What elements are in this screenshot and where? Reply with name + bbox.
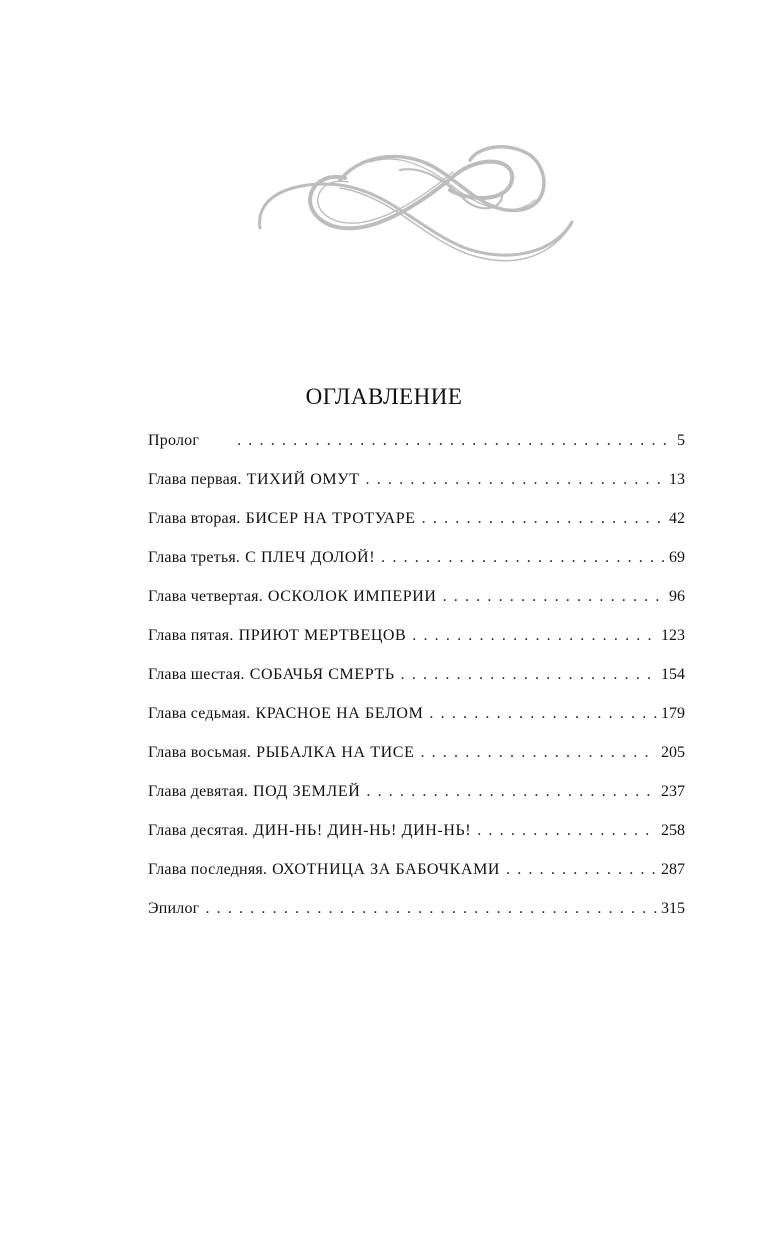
flourish-ornament-icon — [250, 140, 580, 275]
toc-entry-title: ТИХИЙ ОМУТ — [246, 471, 360, 488]
toc-entry-prefix: Глава первая. — [148, 471, 242, 488]
toc-entry-title: С ПЛЕЧ ДОЛОЙ! — [245, 549, 376, 566]
toc-entry-title: ОХОТНИЦА ЗА БАБОЧКАМИ — [272, 861, 501, 878]
table-of-contents — [148, 432, 685, 939]
toc-page-number: 287 — [661, 861, 685, 878]
toc-entry-prefix: Глава четвертая. — [148, 588, 263, 605]
toc-entry-prefix: Глава седьмая. — [148, 705, 251, 722]
toc-entry-title: РЫБАЛКА НА ТИСЕ — [256, 744, 415, 761]
toc-page-number: 13 — [669, 471, 685, 488]
toc-page-number: 315 — [661, 900, 685, 917]
toc-entry-title: ОСКОЛОК ИМПЕРИИ — [267, 588, 437, 605]
toc-entry-prefix: Эпилог — [148, 900, 200, 917]
toc-entry-title: ПРИЮТ МЕРТВЕЦОВ — [238, 627, 407, 644]
toc-page-number: 258 — [661, 822, 685, 839]
toc-page-number: 123 — [661, 627, 685, 644]
toc-dot-leader — [412, 627, 657, 645]
toc-dot-leader — [477, 822, 657, 840]
toc-entry-prefix: Глава десятая. — [148, 822, 249, 839]
toc-entry-prefix: Глава восьмая. — [148, 744, 252, 761]
toc-page-number: 205 — [661, 744, 685, 761]
toc-entry-prefix: Глава третья. — [148, 549, 241, 566]
toc-entry-title: КРАСНОЕ НА БЕЛОМ — [255, 705, 424, 722]
toc-entry-prefix: Глава шестая. — [148, 666, 245, 683]
toc-dot-leader — [237, 432, 673, 450]
toc-dot-leader — [401, 666, 657, 684]
toc-entry-chapter-10[interactable] — [148, 822, 685, 861]
toc-page-number: 42 — [669, 510, 685, 527]
toc-dot-leader — [420, 744, 657, 762]
toc-page-number: 5 — [677, 432, 685, 449]
toc-entry-chapter-last[interactable] — [148, 861, 685, 900]
toc-entry-chapter-5[interactable] — [148, 627, 685, 666]
toc-entry-prefix: Глава пятая. — [148, 627, 234, 644]
toc-dot-leader — [366, 471, 665, 489]
toc-entry-chapter-7[interactable] — [148, 705, 685, 744]
toc-entry-chapter-3[interactable] — [148, 549, 685, 588]
toc-dot-leader — [381, 549, 665, 567]
toc-page-number: 96 — [669, 588, 685, 605]
toc-page-number: 154 — [661, 666, 685, 683]
toc-entry-title: ДИН-НЬ! ДИН-НЬ! ДИН-НЬ! — [253, 822, 472, 839]
toc-entry-prefix: Глава вторая. — [148, 510, 241, 527]
toc-entry-title: СОБАЧЬЯ СМЕРТЬ — [249, 666, 395, 683]
toc-entry-title: ПОД ЗЕМЛЕЙ — [252, 783, 361, 800]
toc-entry-title: БИСЕР НА ТРОТУАРЕ — [245, 510, 416, 527]
toc-dot-leader — [366, 783, 657, 801]
toc-dot-leader — [422, 510, 665, 528]
toc-entry-prefix: Глава последняя. — [148, 861, 268, 878]
toc-page-number: 237 — [661, 783, 685, 800]
toc-dot-leader — [506, 861, 657, 879]
toc-entry-chapter-8[interactable] — [148, 744, 685, 783]
toc-page-number: 69 — [669, 549, 685, 566]
toc-entry-chapter-6[interactable] — [148, 666, 685, 705]
toc-entry-chapter-1[interactable] — [148, 471, 685, 510]
toc-page-number: 179 — [661, 705, 685, 722]
toc-dot-leader — [205, 900, 657, 918]
toc-entry-prefix: Глава девятая. — [148, 783, 248, 800]
toc-dot-leader — [429, 705, 657, 723]
toc-dot-leader — [443, 588, 665, 606]
toc-entry-chapter-2[interactable] — [148, 510, 685, 549]
toc-entry-prefix: Пролог — [148, 432, 200, 449]
toc-entry-epilogue[interactable] — [148, 900, 685, 939]
toc-entry-chapter-9[interactable] — [148, 783, 685, 822]
toc-title: ОГЛАВЛЕНИЕ — [305, 384, 463, 409]
toc-entry-prologue[interactable] — [148, 432, 685, 471]
toc-entry-chapter-4[interactable] — [148, 588, 685, 627]
